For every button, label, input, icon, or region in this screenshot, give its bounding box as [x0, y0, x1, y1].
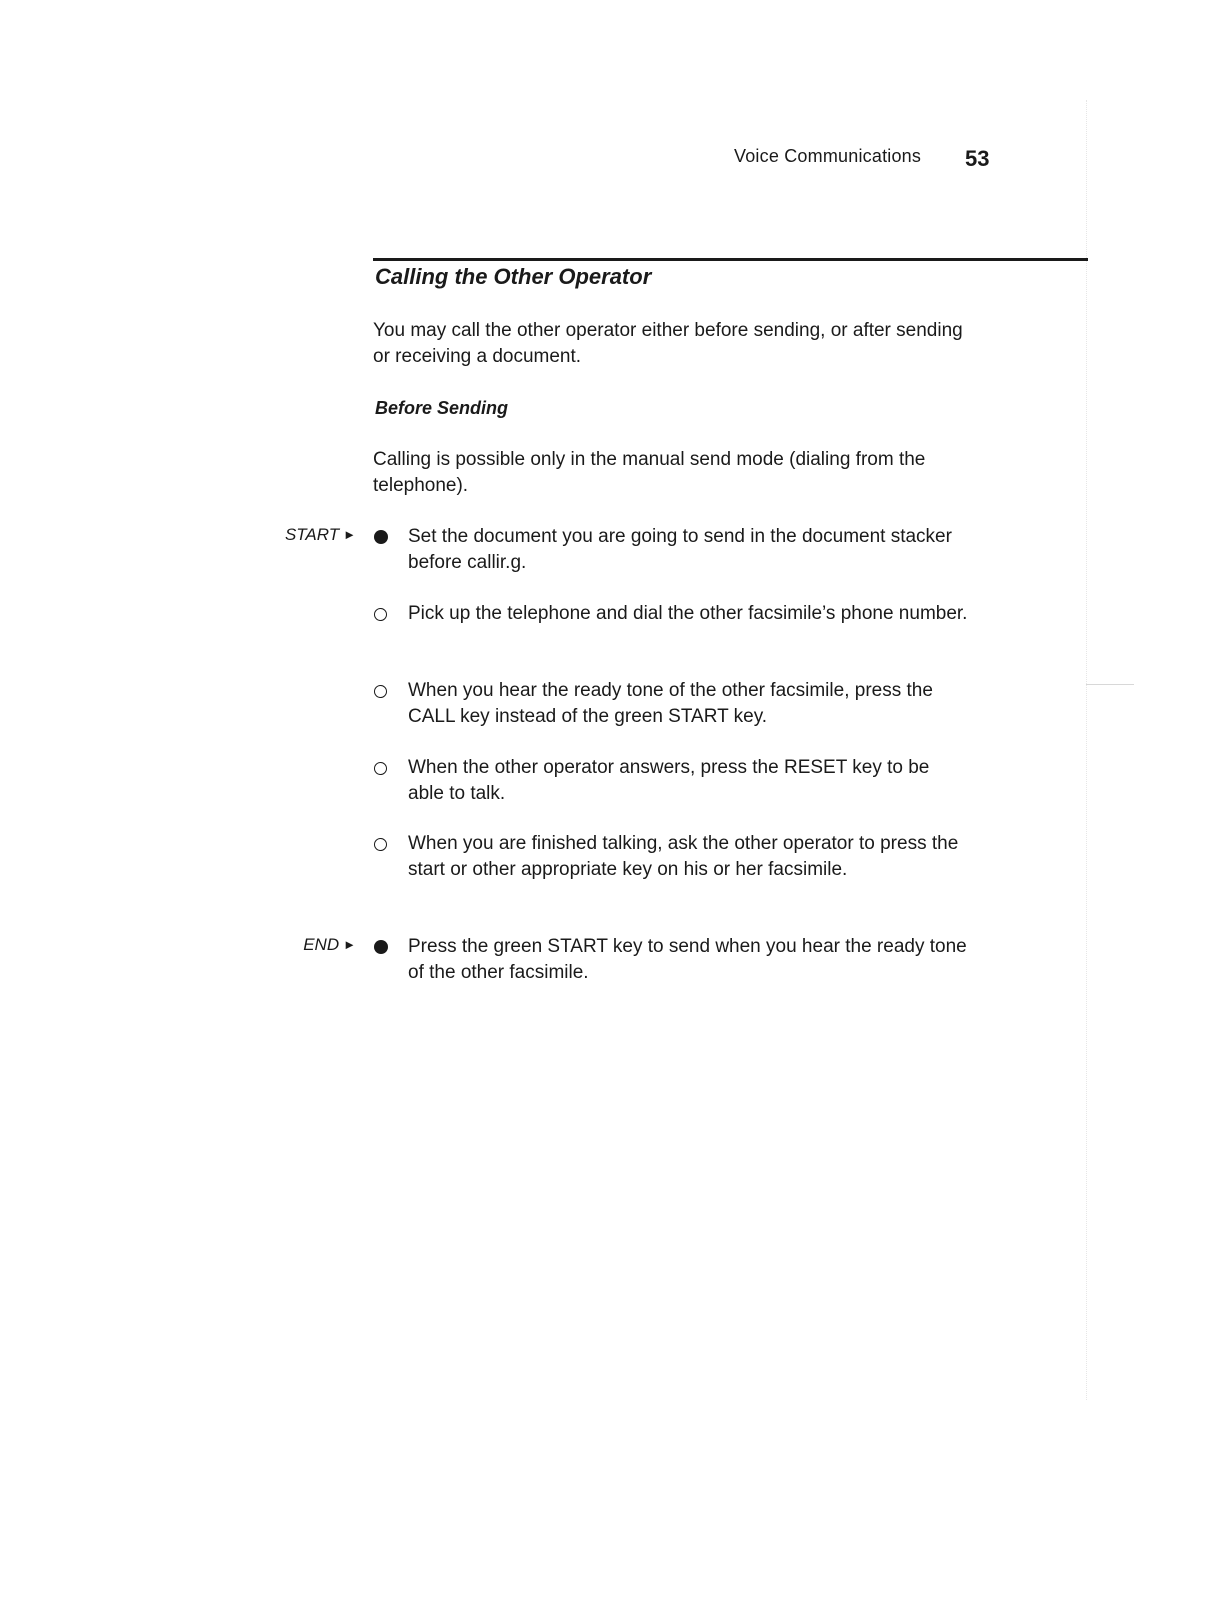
- subhead-before-sending: Before Sending: [375, 398, 509, 418]
- step-item: [0, 678, 1230, 758]
- step-text: Press the green START key to send when you hear the ready tone of the other facsimile.: [408, 936, 967, 983]
- step-text: Set the document you are going to send in the document stacker before callir.g.: [408, 526, 952, 573]
- step-item: [0, 524, 1230, 604]
- start-marker-label: START: [284, 525, 340, 544]
- step-item: [0, 601, 1230, 681]
- filled-bullet-icon: [374, 530, 388, 544]
- running-head: Voice Communications: [734, 146, 922, 166]
- hollow-bullet-icon: [374, 838, 387, 851]
- section-title: Calling the Other Operator: [375, 264, 652, 289]
- end-marker-label: END: [303, 935, 340, 954]
- filled-bullet-icon: [374, 940, 388, 954]
- hollow-bullet-icon: [374, 762, 387, 775]
- hollow-bullet-icon: [374, 608, 387, 621]
- step-item: [0, 831, 1230, 911]
- right-arrow-icon: ►: [343, 937, 356, 952]
- right-arrow-icon: ►: [343, 527, 356, 542]
- step-item: [0, 934, 1230, 1014]
- subhead-paragraph: Calling is possible only in the manual send mode (dialing from the telephone).: [373, 449, 926, 496]
- step-text: Pick up the telephone and dial the other facsimile’s phone number.: [408, 603, 968, 624]
- page-number: 53: [965, 146, 990, 171]
- step-text: When you are finished talking, ask the other operator to press the start or other appropriate key on his or her facsimile.: [408, 833, 959, 880]
- step-text: When you hear the ready tone of the other facsimile, press the CALL key instead of the green START key.: [408, 680, 933, 727]
- section-rule: [373, 258, 1088, 261]
- hollow-bullet-icon: [374, 685, 387, 698]
- intro-paragraph: You may call the other operator either before sending, or after sending or receiving a document.: [373, 320, 963, 367]
- step-text: When the other operator answers, press the RESET key to be able to talk.: [408, 757, 930, 804]
- end-marker: [303, 935, 356, 955]
- step-item: [0, 755, 1230, 835]
- start-marker: [285, 525, 356, 545]
